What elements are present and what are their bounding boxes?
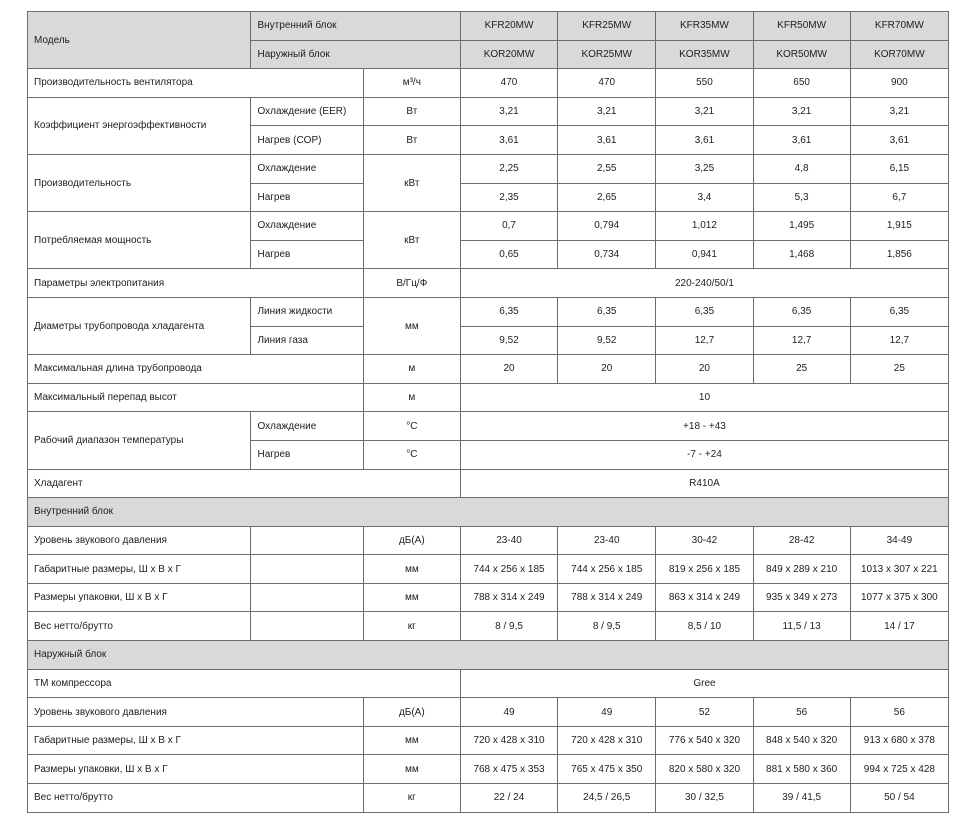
value-cell: 30 / 32,5 bbox=[656, 784, 753, 813]
table-row bbox=[28, 698, 949, 727]
value-cell: 6,35 bbox=[558, 297, 656, 326]
value-cell: 470 bbox=[460, 69, 557, 98]
param-label: Вес нетто/брутто bbox=[28, 784, 364, 813]
value-cell: 820 x 580 x 320 bbox=[656, 755, 753, 784]
value-cell: 4,8 bbox=[753, 154, 850, 183]
value-cell: 0,65 bbox=[460, 240, 557, 269]
unit-cell: мм bbox=[363, 726, 460, 755]
value-cell: 6,35 bbox=[656, 297, 753, 326]
sub-label: Охлаждение (EER) bbox=[251, 97, 363, 126]
outdoor-model: KOR35MW bbox=[656, 40, 753, 69]
value-cell: 849 x 289 x 210 bbox=[753, 555, 850, 584]
sub-label: Линия газа bbox=[251, 326, 363, 355]
value-cell: 12,7 bbox=[656, 326, 753, 355]
value-cell: 3,21 bbox=[850, 97, 948, 126]
table-row bbox=[28, 412, 949, 441]
value-cell: 720 x 428 x 310 bbox=[558, 726, 656, 755]
value-cell: 8 / 9,5 bbox=[460, 612, 557, 641]
table-row bbox=[28, 526, 949, 555]
value-cell: 900 bbox=[850, 69, 948, 98]
value-cell: 49 bbox=[558, 698, 656, 727]
value-cell: 720 x 428 x 310 bbox=[460, 726, 557, 755]
value-cell: R410A bbox=[460, 469, 948, 498]
unit-cell: °С bbox=[363, 412, 460, 441]
value-cell: 6,35 bbox=[753, 297, 850, 326]
value-cell: 788 x 314 x 249 bbox=[460, 583, 557, 612]
value-cell: 220-240/50/1 bbox=[460, 269, 948, 298]
value-cell: 5,3 bbox=[753, 183, 850, 212]
sub-label: Охлаждение bbox=[251, 154, 363, 183]
param-label: Рабочий диапазон температуры bbox=[28, 412, 251, 469]
value-cell: 56 bbox=[753, 698, 850, 727]
value-cell: 30-42 bbox=[656, 526, 753, 555]
unit-cell: мм bbox=[363, 297, 460, 354]
section-title: Наружный блок bbox=[28, 641, 949, 670]
value-cell: 3,61 bbox=[753, 126, 850, 155]
indoor-unit-label: Внутренний блок bbox=[251, 12, 460, 41]
table-row bbox=[28, 469, 949, 498]
value-cell: Gree bbox=[460, 669, 948, 698]
unit-cell: мм bbox=[363, 583, 460, 612]
unit-cell: м³/ч bbox=[363, 69, 460, 98]
table-row bbox=[28, 383, 949, 412]
section-header-outdoor bbox=[28, 641, 949, 670]
value-cell: 14 / 17 bbox=[850, 612, 948, 641]
table-row bbox=[28, 212, 949, 241]
value-cell: 1013 x 307 x 221 bbox=[850, 555, 948, 584]
table-row bbox=[28, 669, 949, 698]
unit-cell: кг bbox=[363, 784, 460, 813]
value-cell: 3,21 bbox=[460, 97, 557, 126]
table-row bbox=[28, 69, 949, 98]
value-cell: 12,7 bbox=[850, 326, 948, 355]
value-cell: 881 x 580 x 360 bbox=[753, 755, 850, 784]
value-cell: 0,794 bbox=[558, 212, 656, 241]
param-label: Параметры электропитания bbox=[28, 269, 364, 298]
param-label: ТМ компрессора bbox=[28, 669, 461, 698]
unit-cell: дБ(А) bbox=[363, 526, 460, 555]
value-cell: 3,21 bbox=[558, 97, 656, 126]
value-cell: 744 x 256 x 185 bbox=[460, 555, 557, 584]
empty-cell bbox=[251, 612, 363, 641]
value-cell: 744 x 256 x 185 bbox=[558, 555, 656, 584]
param-label: Потребляемая мощность bbox=[28, 212, 251, 269]
unit-cell: м bbox=[363, 383, 460, 412]
value-cell: 776 x 540 x 320 bbox=[656, 726, 753, 755]
table-row bbox=[28, 355, 949, 384]
value-cell: 52 bbox=[656, 698, 753, 727]
value-cell: 2,35 bbox=[460, 183, 557, 212]
param-label: Диаметры трубопровода хладагента bbox=[28, 297, 251, 354]
table-row bbox=[28, 583, 949, 612]
value-cell: 788 x 314 x 249 bbox=[558, 583, 656, 612]
header-row-indoor bbox=[28, 12, 949, 41]
unit-cell: кВт bbox=[363, 212, 460, 269]
table-row bbox=[28, 612, 949, 641]
param-label: Максимальная длина трубопровода bbox=[28, 355, 364, 384]
value-cell: 20 bbox=[656, 355, 753, 384]
value-cell: 1,495 bbox=[753, 212, 850, 241]
sub-label: Охлаждение bbox=[251, 412, 363, 441]
unit-cell: мм bbox=[363, 555, 460, 584]
value-cell: 0,941 bbox=[656, 240, 753, 269]
value-cell: 2,65 bbox=[558, 183, 656, 212]
value-cell: 34-49 bbox=[850, 526, 948, 555]
param-label: Хладагент bbox=[28, 469, 461, 498]
value-cell: 1077 x 375 x 300 bbox=[850, 583, 948, 612]
value-cell: 913 x 680 x 378 bbox=[850, 726, 948, 755]
value-cell: 20 bbox=[460, 355, 557, 384]
param-label: Размеры упаковки, Ш x В x Г bbox=[28, 755, 364, 784]
outdoor-model: KOR25MW bbox=[558, 40, 656, 69]
value-cell: 25 bbox=[753, 355, 850, 384]
empty-cell bbox=[251, 526, 363, 555]
value-cell: 3,61 bbox=[656, 126, 753, 155]
value-cell: 0,734 bbox=[558, 240, 656, 269]
empty-cell bbox=[251, 583, 363, 612]
value-cell: 863 x 314 x 249 bbox=[656, 583, 753, 612]
value-cell: 12,7 bbox=[753, 326, 850, 355]
outdoor-model: KOR50MW bbox=[753, 40, 850, 69]
outdoor-unit-label: Наружный блок bbox=[251, 40, 460, 69]
param-label: Размеры упаковки, Ш x В x Г bbox=[28, 583, 251, 612]
value-cell: 20 bbox=[558, 355, 656, 384]
value-cell: 650 bbox=[753, 69, 850, 98]
value-cell: 6,35 bbox=[850, 297, 948, 326]
value-cell: 23-40 bbox=[460, 526, 557, 555]
value-cell: 9,52 bbox=[558, 326, 656, 355]
value-cell: 3,4 bbox=[656, 183, 753, 212]
indoor-model: KFR70MW bbox=[850, 12, 948, 41]
outdoor-model: KOR70MW bbox=[850, 40, 948, 69]
value-cell: 6,15 bbox=[850, 154, 948, 183]
value-cell: 768 x 475 x 353 bbox=[460, 755, 557, 784]
sub-label: Нагрев bbox=[251, 240, 363, 269]
table-row bbox=[28, 555, 949, 584]
value-cell: 1,915 bbox=[850, 212, 948, 241]
table-row bbox=[28, 269, 949, 298]
value-cell: 8,5 / 10 bbox=[656, 612, 753, 641]
section-header-indoor bbox=[28, 498, 949, 527]
value-cell: 6,7 bbox=[850, 183, 948, 212]
value-cell: 994 x 725 x 428 bbox=[850, 755, 948, 784]
unit-cell: кВт bbox=[363, 154, 460, 211]
unit-cell: кг bbox=[363, 612, 460, 641]
value-cell: 3,21 bbox=[753, 97, 850, 126]
value-cell: 1,856 bbox=[850, 240, 948, 269]
value-cell: 1,012 bbox=[656, 212, 753, 241]
unit-cell: В/Гц/Ф bbox=[363, 269, 460, 298]
indoor-model: KFR50MW bbox=[753, 12, 850, 41]
value-cell: 23-40 bbox=[558, 526, 656, 555]
param-label: Уровень звукового давления bbox=[28, 698, 364, 727]
value-cell: 470 bbox=[558, 69, 656, 98]
spec-table bbox=[27, 11, 949, 813]
value-cell: 49 bbox=[460, 698, 557, 727]
unit-cell: мм bbox=[363, 755, 460, 784]
value-cell: 935 x 349 x 273 bbox=[753, 583, 850, 612]
param-label: Габаритные размеры, Ш x В x Г bbox=[28, 726, 364, 755]
indoor-model: KFR20MW bbox=[460, 12, 557, 41]
value-cell: 9,52 bbox=[460, 326, 557, 355]
value-cell: -7 - +24 bbox=[460, 440, 948, 469]
model-label: Модель bbox=[28, 12, 251, 69]
sub-label: Охлаждение bbox=[251, 212, 363, 241]
param-label: Максимальный перепад высот bbox=[28, 383, 364, 412]
param-label: Габаритные размеры, Ш x В x Г bbox=[28, 555, 251, 584]
indoor-model: KFR25MW bbox=[558, 12, 656, 41]
param-label: Уровень звукового давления bbox=[28, 526, 251, 555]
unit-cell: °С bbox=[363, 440, 460, 469]
value-cell: 50 / 54 bbox=[850, 784, 948, 813]
value-cell: 28-42 bbox=[753, 526, 850, 555]
param-label: Производительность bbox=[28, 154, 251, 211]
sub-label: Нагрев bbox=[251, 183, 363, 212]
value-cell: +18 - +43 bbox=[460, 412, 948, 441]
value-cell: 1,468 bbox=[753, 240, 850, 269]
value-cell: 10 bbox=[460, 383, 948, 412]
value-cell: 39 / 41,5 bbox=[753, 784, 850, 813]
value-cell: 765 x 475 x 350 bbox=[558, 755, 656, 784]
table-row bbox=[28, 154, 949, 183]
value-cell: 3,61 bbox=[460, 126, 557, 155]
section-title: Внутренний блок bbox=[28, 498, 949, 527]
value-cell: 8 / 9,5 bbox=[558, 612, 656, 641]
value-cell: 3,61 bbox=[850, 126, 948, 155]
value-cell: 3,21 bbox=[656, 97, 753, 126]
table-row bbox=[28, 784, 949, 813]
value-cell: 550 bbox=[656, 69, 753, 98]
unit-cell: Вт bbox=[363, 126, 460, 155]
value-cell: 2,25 bbox=[460, 154, 557, 183]
table-row bbox=[28, 97, 949, 126]
value-cell: 22 / 24 bbox=[460, 784, 557, 813]
value-cell: 56 bbox=[850, 698, 948, 727]
sub-label: Линия жидкости bbox=[251, 297, 363, 326]
unit-cell: Вт bbox=[363, 97, 460, 126]
table-row bbox=[28, 726, 949, 755]
param-label: Вес нетто/брутто bbox=[28, 612, 251, 641]
unit-cell: дБ(А) bbox=[363, 698, 460, 727]
sub-label: Нагрев (COP) bbox=[251, 126, 363, 155]
param-label: Производительность вентилятора bbox=[28, 69, 364, 98]
value-cell: 24,5 / 26,5 bbox=[558, 784, 656, 813]
unit-cell: м bbox=[363, 355, 460, 384]
value-cell: 11,5 / 13 bbox=[753, 612, 850, 641]
value-cell: 848 x 540 x 320 bbox=[753, 726, 850, 755]
value-cell: 0,7 bbox=[460, 212, 557, 241]
value-cell: 25 bbox=[850, 355, 948, 384]
value-cell: 3,25 bbox=[656, 154, 753, 183]
value-cell: 819 x 256 x 185 bbox=[656, 555, 753, 584]
value-cell: 2,55 bbox=[558, 154, 656, 183]
value-cell: 6,35 bbox=[460, 297, 557, 326]
indoor-model: KFR35MW bbox=[656, 12, 753, 41]
table-row bbox=[28, 755, 949, 784]
param-label: Коэффициент энергоэффективности bbox=[28, 97, 251, 154]
value-cell: 3,61 bbox=[558, 126, 656, 155]
table-row bbox=[28, 297, 949, 326]
empty-cell bbox=[251, 555, 363, 584]
sub-label: Нагрев bbox=[251, 440, 363, 469]
outdoor-model: KOR20MW bbox=[460, 40, 557, 69]
